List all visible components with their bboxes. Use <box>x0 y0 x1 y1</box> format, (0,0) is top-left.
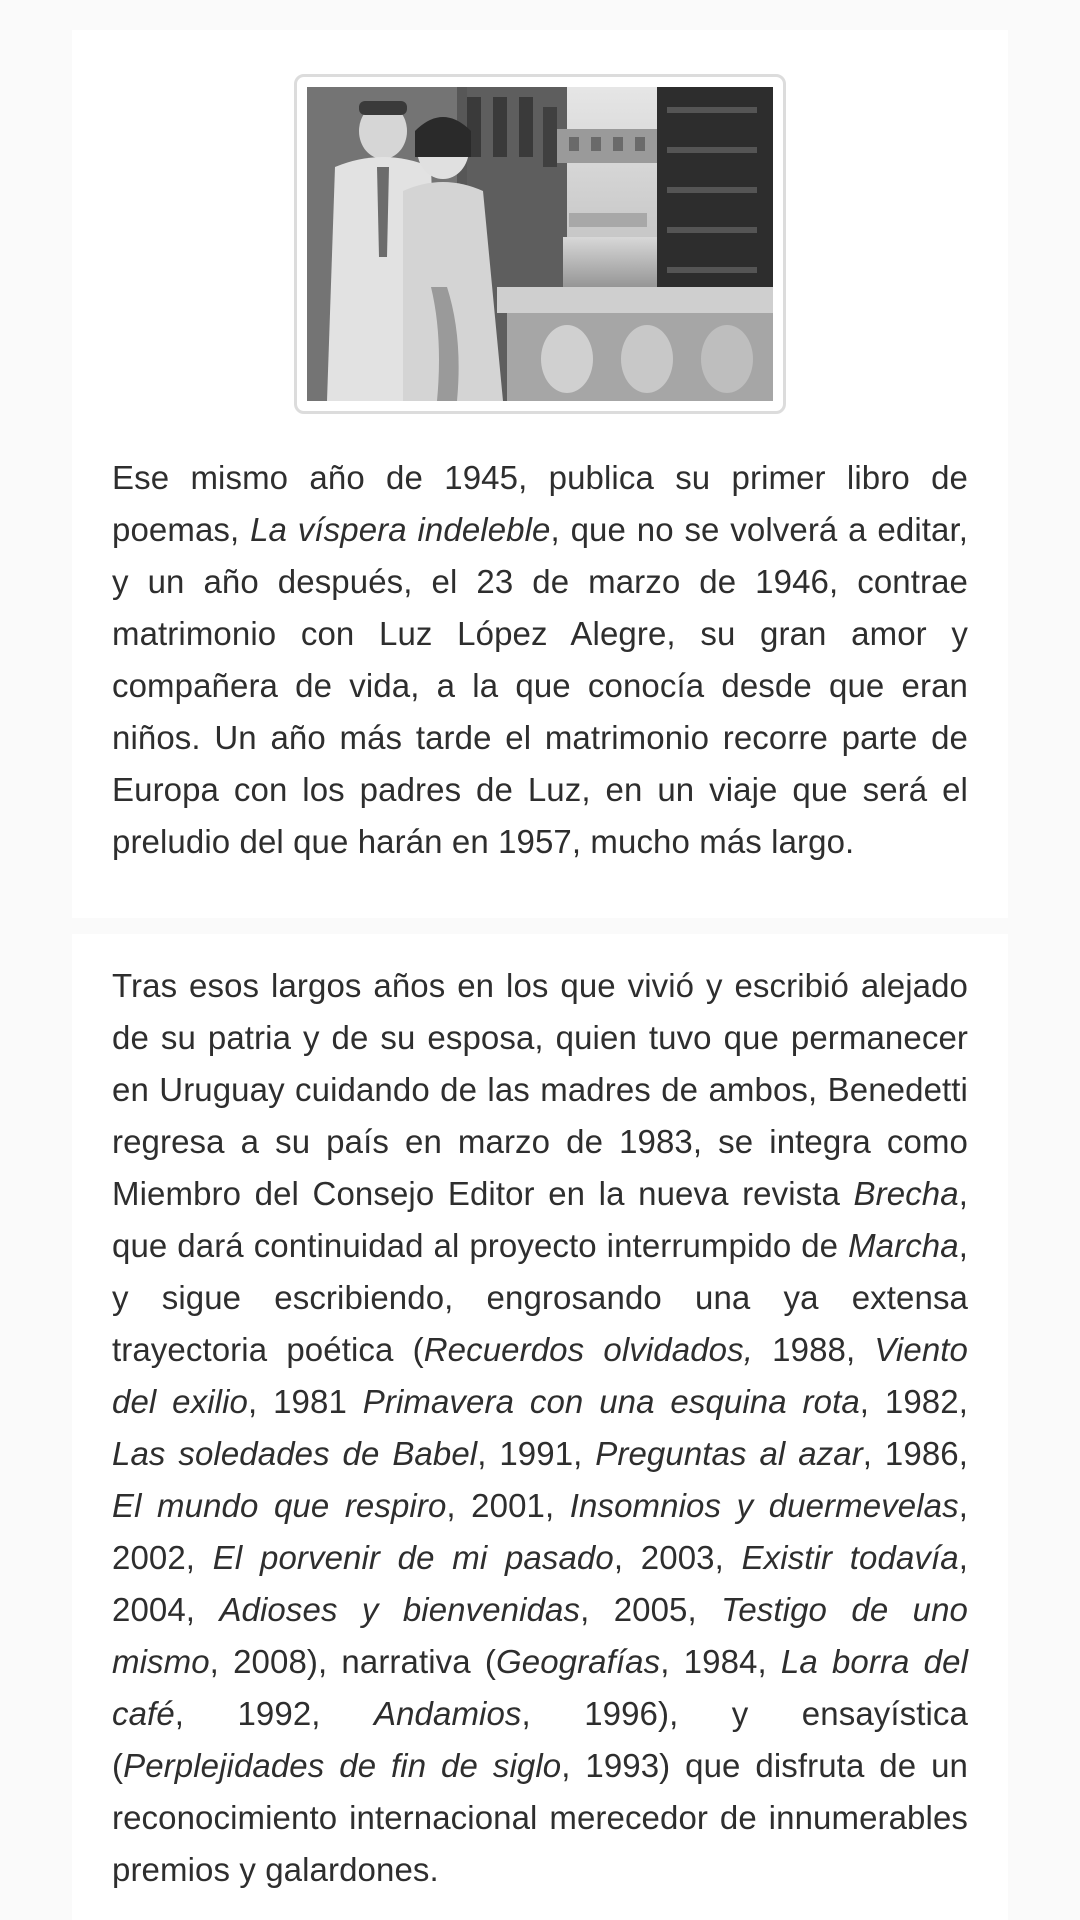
paragraph-text: , 1981 <box>247 1383 363 1420</box>
book-title: Viento del exilio <box>112 1331 968 1420</box>
book-title: Perplejidades de fin de siglo <box>123 1747 562 1784</box>
paragraph-text: , 2002, <box>112 1487 969 1576</box>
book-title: La borra del café <box>112 1643 969 1732</box>
article-paragraph-1 <box>112 452 968 868</box>
paragraph-text: , que no se volverá a editar, y un año después, el 23 de marzo de 1946, contrae matrimonio con Luz López Alegre, su gran amor y compañera de vida, a la que conocía desde que eran niños. Un año más tarde el matrimonio recorre parte de Europa con los padres de Luz, en un viaje que será el preludio del que harán en 1957, mucho más largo. <box>112 511 969 860</box>
paragraph-text: 1988, <box>752 1331 875 1368</box>
paragraph-text: , 1996), y ensayística ( <box>112 1695 968 1784</box>
paragraph-text: , 1986, <box>862 1435 968 1472</box>
book-title: La víspera indeleble <box>250 511 551 548</box>
book-title: El mundo que respiro <box>112 1487 447 1524</box>
paragraph-text: , 2005, <box>580 1591 722 1628</box>
paragraph-text: , 2001, <box>446 1487 570 1524</box>
book-title: Las soledades de Babel <box>112 1435 478 1472</box>
paragraph-text: , 1993) que disfruta de un reconocimiento internacional merecedor de innumerables premios y galardones. <box>112 1747 968 1888</box>
publication-title: Marcha <box>848 1227 959 1264</box>
book-title: Andamios <box>373 1695 522 1732</box>
photo-image <box>307 87 773 401</box>
book-title: Preguntas al azar <box>595 1435 863 1472</box>
book-title: Existir todavía <box>741 1539 959 1576</box>
paragraph-text: , 1992, <box>174 1695 374 1732</box>
book-title: Primavera con una esquina rota <box>362 1383 860 1420</box>
paragraph-text: , 1991, <box>477 1435 596 1472</box>
paragraph-text: Ese mismo año de 1945, publica su primer libro de poemas, <box>112 459 968 548</box>
article-paragraph-2 <box>112 960 968 1896</box>
book-title: Insomnios y duermevelas <box>569 1487 959 1524</box>
paragraph-text: , 1984, <box>660 1643 781 1680</box>
paragraph-text: Tras esos largos años en los que vivió y escribió alejado de su patria y de su esposa, quien tuvo que permanecer en Uruguay cuidando de las madres de ambos, Benedetti regresa a su país en marzo de 1983, se integra como Miembro del Consejo Editor en la nueva revista <box>112 967 968 1212</box>
book-title: Geografías <box>495 1643 661 1680</box>
paragraph-text: , 2004, <box>112 1539 969 1628</box>
paragraph-text: , que dará continuidad al proyecto interrumpido de <box>112 1175 968 1264</box>
historical-photo[interactable] <box>294 74 786 414</box>
book-title: El porvenir de mi pasado <box>212 1539 614 1576</box>
paragraph-text: , y sigue escribiendo, engrosando una ya extensa trayectoria poética ( <box>112 1227 968 1368</box>
book-title: Testigo de uno mismo <box>112 1591 968 1680</box>
paragraph-text: , 2003, <box>613 1539 742 1576</box>
paragraph-text: , 1982, <box>859 1383 968 1420</box>
book-title: Recuerdos olvidados, <box>423 1331 753 1368</box>
publication-title: Brecha <box>853 1175 959 1212</box>
paragraph-text: , 2008), narrativa ( <box>209 1643 496 1680</box>
book-title: Adioses y bienvenidas <box>219 1591 581 1628</box>
